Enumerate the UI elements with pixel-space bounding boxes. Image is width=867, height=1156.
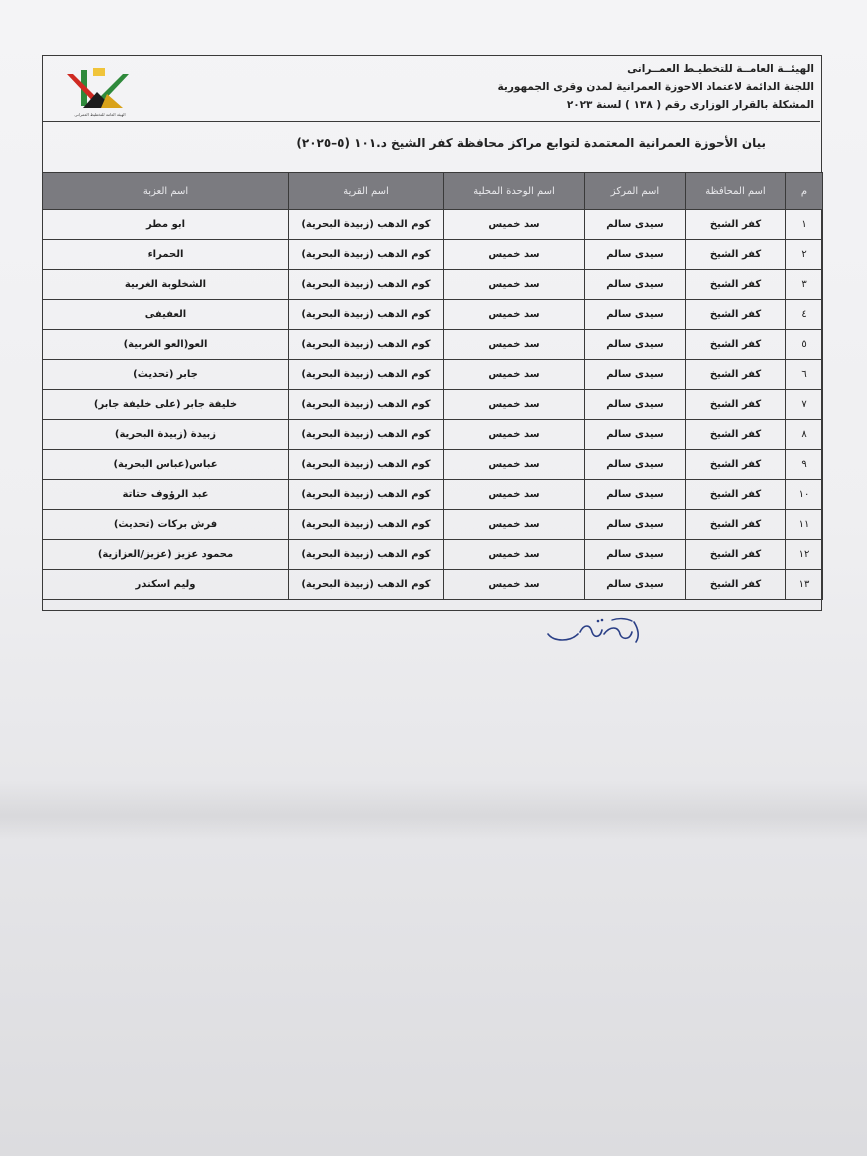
row-index: ٢ [786, 240, 823, 270]
local-unit-cell: سد خميس [444, 300, 585, 330]
village-cell: كوم الدهب (زبيدة البحرية) [289, 360, 444, 390]
governorate-cell: كفر الشيخ [686, 420, 786, 450]
local-unit-cell: سد خميس [444, 390, 585, 420]
org-line-authority: الهيئــة العامــة للتخطيـط العمــرانى [627, 63, 814, 75]
table-row [43, 270, 823, 300]
governorate-cell: كفر الشيخ [686, 570, 786, 600]
column-header-village: اسم القرية [289, 173, 444, 210]
table-row [43, 540, 823, 570]
hamlet-cell: وليم اسكندر [43, 570, 289, 600]
village-cell: كوم الدهب (زبيدة البحرية) [289, 510, 444, 540]
organization-logo [67, 64, 133, 118]
center-cell: سيدى سالم [585, 540, 686, 570]
local-unit-cell: سد خميس [444, 270, 585, 300]
village-cell: كوم الدهب (زبيدة البحرية) [289, 270, 444, 300]
center-cell: سيدى سالم [585, 510, 686, 540]
handwritten-signature [540, 612, 650, 654]
row-index: ١٣ [786, 570, 823, 600]
local-unit-cell: سد خميس [444, 450, 585, 480]
row-index: ٣ [786, 270, 823, 300]
governorate-cell: كفر الشيخ [686, 480, 786, 510]
hamlet-cell: ابو مطر [43, 210, 289, 240]
hamlet-cell: الشخلوبة الغربية [43, 270, 289, 300]
center-cell: سيدى سالم [585, 300, 686, 330]
governorate-cell: كفر الشيخ [686, 240, 786, 270]
table-row [43, 570, 823, 600]
hamlet-cell: العو(العو الغربية) [43, 330, 289, 360]
center-cell: سيدى سالم [585, 480, 686, 510]
table-row [43, 510, 823, 540]
center-cell: سيدى سالم [585, 390, 686, 420]
table-row [43, 210, 823, 240]
hamlet-cell: جابر (تحديث) [43, 360, 289, 390]
village-cell: كوم الدهب (زبيدة البحرية) [289, 390, 444, 420]
org-line-committee: اللجنة الدائمة لاعتماد الاحوزة العمرانية لمدن وقرى الجمهورية [497, 81, 814, 93]
governorate-cell: كفر الشيخ [686, 510, 786, 540]
village-cell: كوم الدهب (زبيدة البحرية) [289, 540, 444, 570]
table-row [43, 390, 823, 420]
center-cell: سيدى سالم [585, 210, 686, 240]
local-unit-cell: سد خميس [444, 330, 585, 360]
table-row [43, 360, 823, 390]
column-header-governorate: اسم المحافظة [686, 173, 786, 210]
local-unit-cell: سد خميس [444, 570, 585, 600]
document-header [43, 56, 820, 122]
row-index: ١٢ [786, 540, 823, 570]
local-unit-cell: سد خميس [444, 540, 585, 570]
row-index: ٩ [786, 450, 823, 480]
local-unit-cell: سد خميس [444, 480, 585, 510]
organization-block [394, 60, 814, 114]
row-index: ٨ [786, 420, 823, 450]
center-cell: سيدى سالم [585, 330, 686, 360]
org-line-decree: المشكلة بالقرار الوزارى رقم ( ١٣٨ ) لسنة ٢٠٢٣ [566, 99, 814, 111]
governorate-cell: كفر الشيخ [686, 270, 786, 300]
governorate-cell: كفر الشيخ [686, 450, 786, 480]
governorate-cell: كفر الشيخ [686, 330, 786, 360]
local-unit-cell: سد خميس [444, 420, 585, 450]
village-cell: كوم الدهب (زبيدة البحرية) [289, 480, 444, 510]
table-row [43, 300, 823, 330]
center-cell: سيدى سالم [585, 420, 686, 450]
local-unit-cell: سد خميس [444, 240, 585, 270]
village-cell: كوم الدهب (زبيدة البحرية) [289, 240, 444, 270]
row-index: ٥ [786, 330, 823, 360]
center-cell: سيدى سالم [585, 450, 686, 480]
table-row [43, 420, 823, 450]
village-cell: كوم الدهب (زبيدة البحرية) [289, 330, 444, 360]
hamlet-cell: زبيدة (زبيدة البحرية) [43, 420, 289, 450]
column-header-hamlet: اسم العزبة [43, 173, 289, 210]
column-header-local-unit: اسم الوحدة المحلية [444, 173, 585, 210]
hamlet-cell: عباس(عباس البحرية) [43, 450, 289, 480]
hamlet-cell: الحمراء [43, 240, 289, 270]
hamlet-cell: محمود عزيز (عزيز/العزازية) [43, 540, 289, 570]
village-cell: كوم الدهب (زبيدة البحرية) [289, 570, 444, 600]
village-cell: كوم الدهب (زبيدة البحرية) [289, 300, 444, 330]
village-cell: كوم الدهب (زبيدة البحرية) [289, 210, 444, 240]
center-cell: سيدى سالم [585, 570, 686, 600]
document-title: بيان الأحوزة العمرانية المعتمدة لتوابع مراكز محافظة كفر الشيخ د.١٠١ (٥–٢٠٢٥) [296, 136, 766, 150]
table-row [43, 450, 823, 480]
signature-graphic [540, 612, 650, 654]
row-index: ١١ [786, 510, 823, 540]
table-row [43, 480, 823, 510]
center-cell: سيدى سالم [585, 270, 686, 300]
center-cell: سيدى سالم [585, 240, 686, 270]
governorate-cell: كفر الشيخ [686, 300, 786, 330]
hamlet-cell: عبد الرؤوف حتاتة [43, 480, 289, 510]
governorate-cell: كفر الشيخ [686, 210, 786, 240]
hamlet-cell: فرش بركات (تحديث) [43, 510, 289, 540]
hamlet-cell: خليفة جابر (على خليفة جابر) [43, 390, 289, 420]
village-cell: كوم الدهب (زبيدة البحرية) [289, 450, 444, 480]
center-cell: سيدى سالم [585, 360, 686, 390]
table-header-row [43, 173, 823, 210]
paper-fold-shadow [0, 780, 867, 840]
hamlets-table [42, 172, 823, 600]
governorate-cell: كفر الشيخ [686, 540, 786, 570]
local-unit-cell: سد خميس [444, 210, 585, 240]
row-index: ٦ [786, 360, 823, 390]
row-index: ١ [786, 210, 823, 240]
village-cell: كوم الدهب (زبيدة البحرية) [289, 420, 444, 450]
logo-graphic [67, 64, 133, 118]
title-band [43, 122, 820, 173]
column-header-center: اسم المركز [585, 173, 686, 210]
hamlet-cell: العفيفى [43, 300, 289, 330]
document-sheet [42, 55, 822, 611]
logo-caption: الهيئة العامة للتخطيط العمرانى [74, 112, 126, 117]
row-index: ٧ [786, 390, 823, 420]
table-row [43, 240, 823, 270]
row-index: ٤ [786, 300, 823, 330]
local-unit-cell: سد خميس [444, 510, 585, 540]
governorate-cell: كفر الشيخ [686, 360, 786, 390]
table-row [43, 330, 823, 360]
column-header-index: م [786, 173, 823, 210]
row-index: ١٠ [786, 480, 823, 510]
governorate-cell: كفر الشيخ [686, 390, 786, 420]
local-unit-cell: سد خميس [444, 360, 585, 390]
